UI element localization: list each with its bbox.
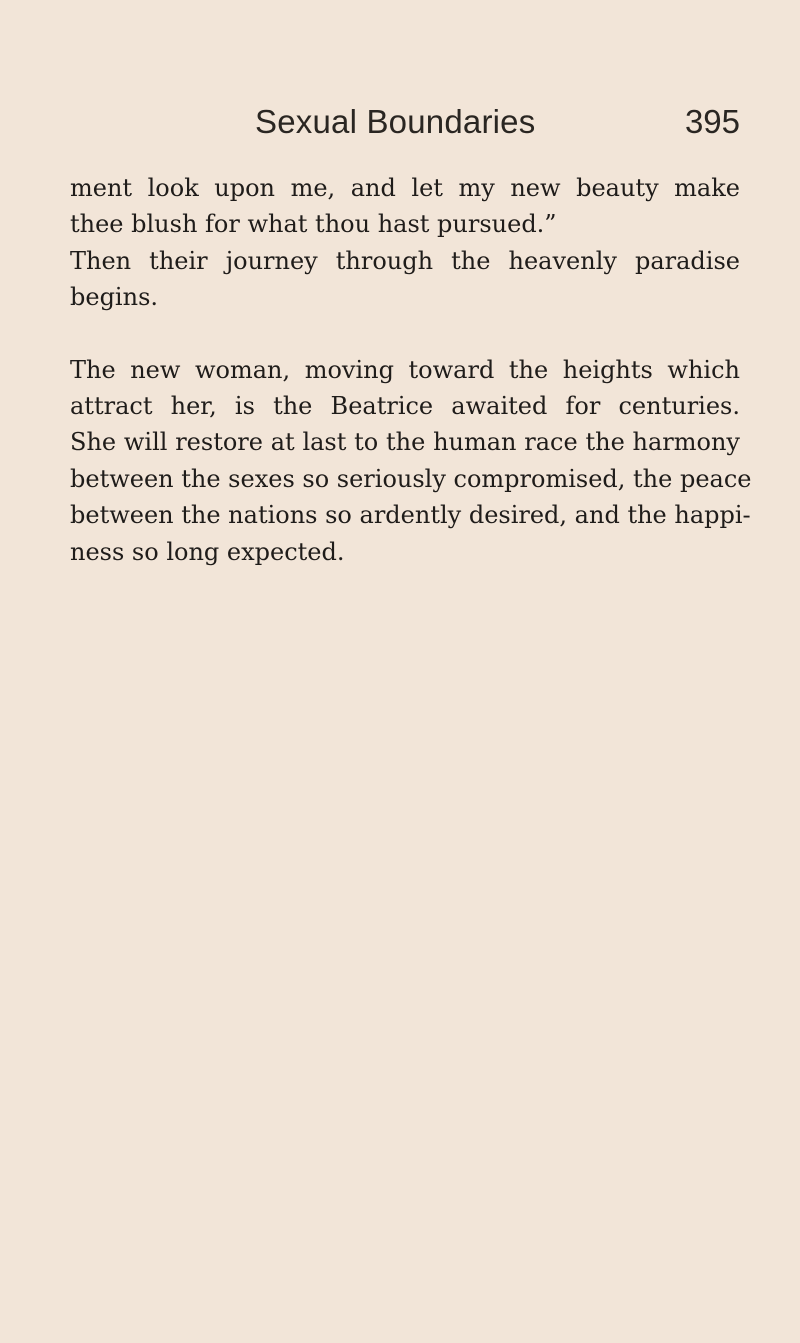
paragraph <box>70 243 740 316</box>
text-line: begins. <box>70 283 159 312</box>
text-line: She will restore at last to the human race the harmony <box>70 428 740 457</box>
text-line: attract her, is the Beatrice awaited for centuries. <box>70 392 740 421</box>
running-head <box>70 102 740 150</box>
text-line: ness so long expected. <box>70 537 345 566</box>
body-text <box>70 170 752 570</box>
text-line: between the nations so ardently desired, and the happi- <box>70 501 751 530</box>
text-line: between the sexes so seriously compromised, the peace <box>70 464 752 493</box>
text-line: Then their journey through the heavenly paradise <box>70 246 740 275</box>
text-line: ment look upon me, and let my new beauty make <box>70 174 740 202</box>
paragraph <box>70 170 740 243</box>
paragraph-spacer <box>70 316 740 352</box>
text-line: thee blush for what thou hast pursued.” <box>70 210 557 239</box>
text-line: The new woman, moving toward the heights which <box>70 355 740 384</box>
running-head-title: Sexual Boundaries <box>255 103 536 140</box>
page-number: 395 <box>684 103 740 140</box>
paragraph <box>70 352 752 570</box>
